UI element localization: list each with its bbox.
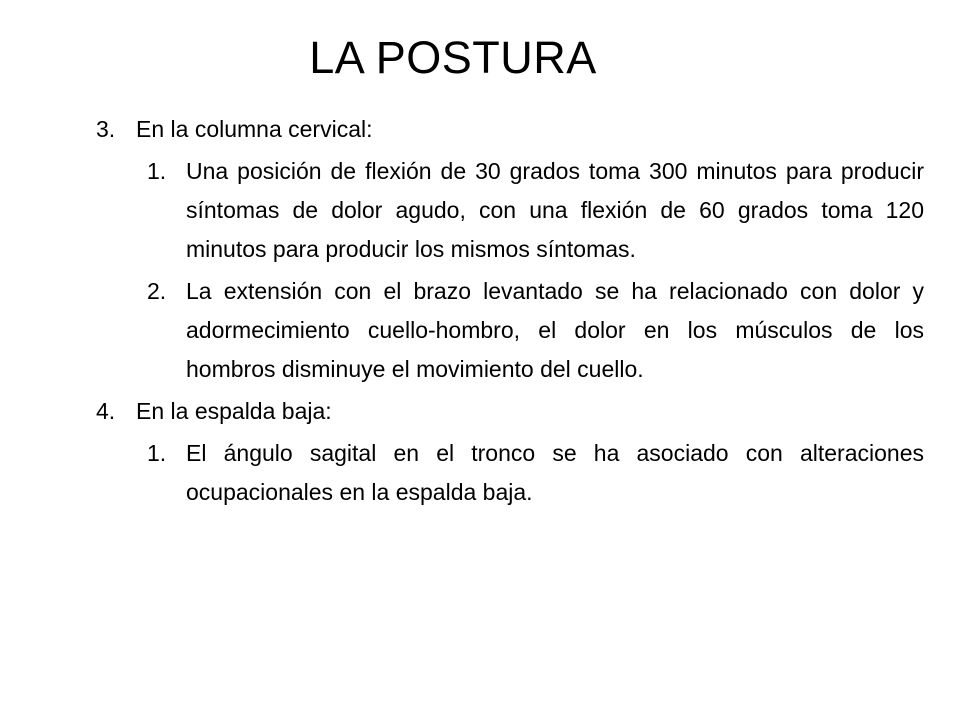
- section-heading: En la espalda baja:: [136, 398, 332, 424]
- section-number: 4.: [96, 398, 116, 424]
- section-cervical-heading: [96, 110, 924, 149]
- list-item: [147, 152, 924, 269]
- item-number: 1.: [147, 440, 167, 466]
- item-text: La extensión con el brazo levantado se ha relacionado con dolor y adormecimiento cuello-hombro, el dolor en los músculos de los hombros disminuye el movimiento del cuello.: [186, 278, 924, 382]
- section-number: 3.: [96, 116, 116, 142]
- section-heading: En la columna cervical:: [136, 116, 373, 142]
- item-text: Una posición de flexión de 30 grados toma 300 minutos para producir síntomas de dolor agudo, con una flexión de 60 grados toma 120 minutos para producir los mismos síntomas.: [186, 158, 924, 262]
- list-item: [147, 272, 924, 389]
- slide-title: LA POSTURA: [309, 32, 597, 83]
- item-number: 2.: [147, 278, 167, 304]
- section-lower-back-heading: [96, 392, 924, 431]
- item-number: 1.: [147, 158, 167, 184]
- list-item: [147, 434, 924, 512]
- slide-content: [96, 110, 924, 515]
- item-text: El ángulo sagital en el tronco se ha asociado con alteraciones ocupacionales en la espalda baja.: [186, 440, 924, 505]
